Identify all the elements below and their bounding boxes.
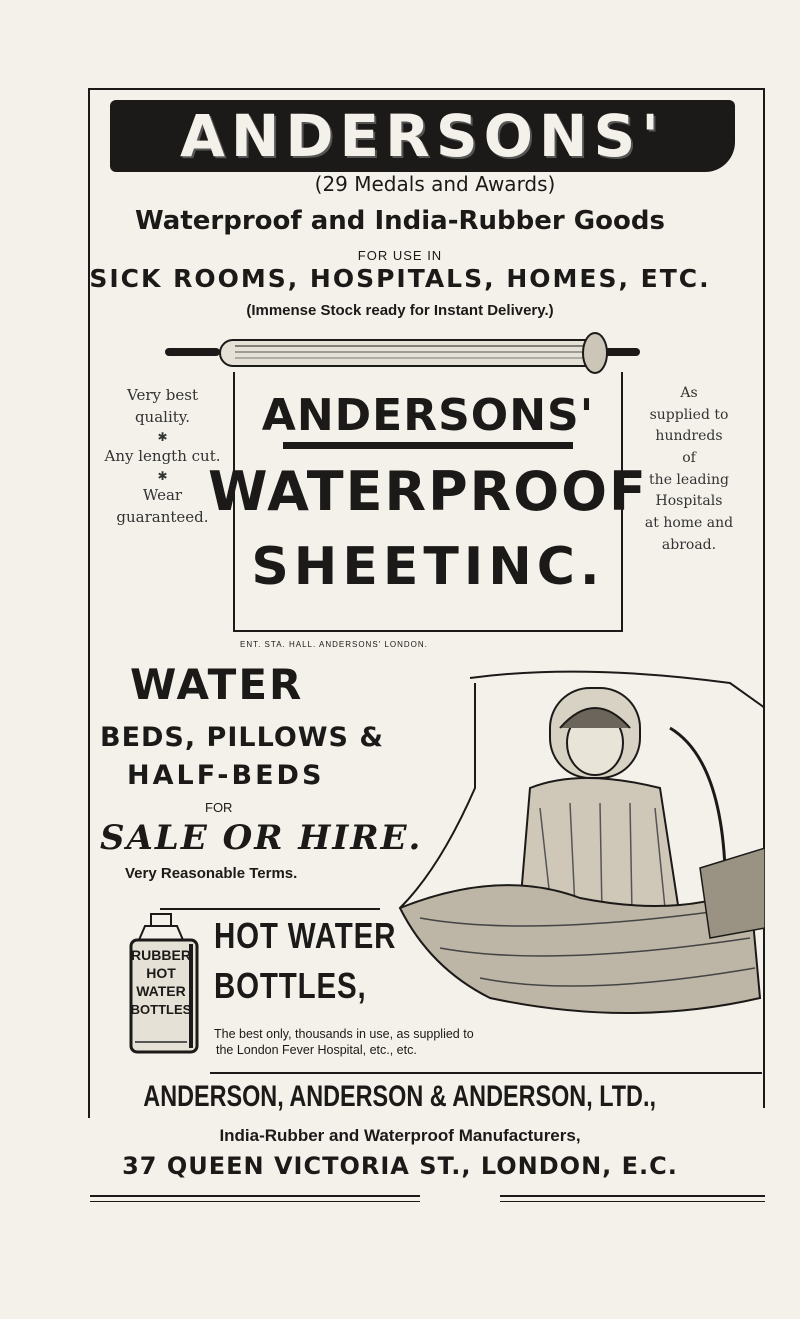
bottom-rule-left-thin — [90, 1201, 420, 1202]
frame-border-top — [88, 88, 764, 90]
frame-border-left — [88, 88, 90, 1118]
right-note-line: hundreds — [655, 428, 723, 445]
sale-or-hire: SALE OR HIRE. — [100, 818, 423, 858]
company-name-text: ANDERSON, ANDERSON & ANDERSON, LTD., — [143, 1080, 657, 1113]
bottle-label-hot: HOT — [146, 965, 176, 981]
sheeting-brand: ANDERSONS' — [261, 390, 595, 441]
sheeting-sheeting: SHEETINC. — [251, 537, 605, 597]
main-headline: Waterproof and India-Rubber Goods — [135, 206, 665, 236]
right-note — [625, 383, 753, 557]
bottles-note-line2: the London Fever Hospital, etc., etc. — [216, 1042, 417, 1057]
bottom-rule-right-thin — [500, 1201, 765, 1202]
sheeting-caption: ENT. STA. HALL. ANDERSONS' LONDON. — [240, 640, 428, 649]
bottles-rule — [160, 908, 380, 910]
right-note-line: abroad. — [661, 536, 717, 553]
hot-water-heading: HOT WATER — [214, 915, 397, 956]
bottle-label-bottles: BOTTLES — [130, 1002, 192, 1017]
medals-subtitle: (29 Medals and Awards) — [314, 172, 556, 196]
note-length: Any length cut. — [104, 446, 221, 465]
terms-note: Very Reasonable Terms. — [125, 865, 298, 882]
bullet-icon: ✱ — [157, 468, 168, 483]
beds-pillows: BEDS, PILLOWS & — [100, 722, 384, 753]
address-line: 37 QUEEN VICTORIA ST., LONDON, E.C. — [122, 1152, 678, 1180]
bullet-icon: ✱ — [157, 429, 168, 444]
note-quality: Very best quality. — [127, 386, 198, 426]
for-label: FOR — [205, 800, 233, 815]
note-wear: Wear guaranteed. — [116, 486, 209, 526]
sheeting-rule — [283, 442, 573, 449]
patient-on-water-bed-illustration — [380, 668, 765, 1088]
bottles-note — [214, 1027, 634, 1058]
stock-note: (Immense Stock ready for Instant Delivery.) — [246, 302, 554, 319]
title-banner — [110, 100, 735, 172]
for-use-in: FOR USE IN — [357, 248, 443, 263]
right-note-line: supplied to — [649, 406, 729, 423]
left-notes — [100, 385, 225, 529]
water-heading: WATER — [130, 660, 304, 709]
bottles-note-line1: The best only, thousands in use, as supplied to — [214, 1027, 474, 1041]
sheeting-box — [208, 372, 648, 632]
banner-title: ANDERSONS' — [179, 102, 665, 170]
places-line: SICK ROOMS, HOSPITALS, HOMES, ETC. — [89, 264, 711, 293]
footer-rule — [210, 1072, 762, 1074]
sheeting-roll-illustration — [165, 330, 640, 376]
right-note-line: at home and — [644, 515, 734, 532]
sheeting-waterproof: WATERPROOF — [208, 460, 648, 523]
right-note-line: Hospitals — [655, 493, 723, 510]
bottles-heading: BOTTLES, — [214, 965, 367, 1006]
company-name — [0, 1080, 800, 1114]
right-note-line: As — [680, 385, 698, 401]
bottle-label-water: WATER — [136, 983, 186, 999]
right-note-line: the leading — [649, 471, 729, 488]
bottle-label-rubber: RUBBER — [131, 947, 191, 963]
bottom-rule-left — [90, 1195, 420, 1197]
half-beds: HALF-BEDS — [127, 760, 325, 791]
hot-water-bottle-icon — [125, 912, 205, 1062]
trade-line: India-Rubber and Waterproof Manufacturers, — [219, 1126, 581, 1145]
bottom-rule-right — [500, 1195, 765, 1197]
right-note-line: of — [682, 450, 696, 467]
